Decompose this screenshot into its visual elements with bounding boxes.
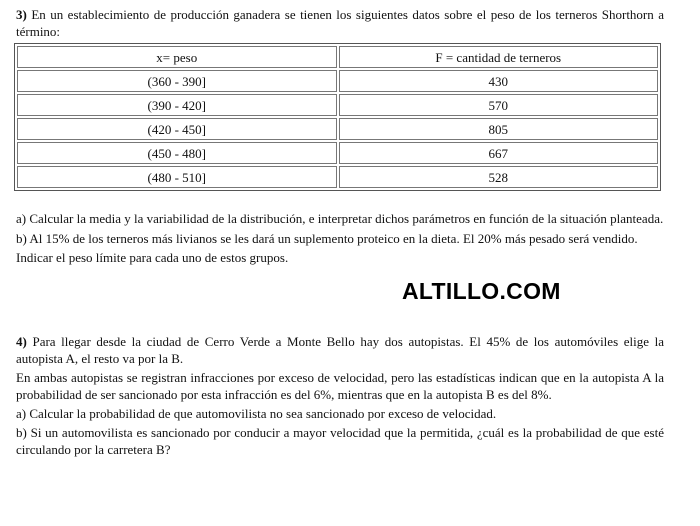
question-4-paragraph-2: En ambas autopistas se registran infracciones por exceso de velocidad, pero las estadísticas indican que en la autopista A la probabilidad de ser sancionado por esta infracción es del 6%, mientras que en la autopista B es del 8%. bbox=[16, 370, 664, 402]
question-3 bbox=[16, 6, 664, 269]
question-3-part-b: b) Al 15% de los terneros más livianos se les dará un suplemento proteico en la dieta. El 20% más pesado será vendido. bbox=[16, 231, 638, 246]
table-row bbox=[17, 94, 658, 116]
weight-interval-cell: (420 - 450] bbox=[17, 118, 337, 140]
table-row bbox=[17, 142, 658, 164]
question-3-part-a: a) Calcular la media y la variabilidad de la distribución, e interpretar dichos parámetros en función de la situación planteada. bbox=[16, 211, 664, 226]
weight-interval-cell: (480 - 510] bbox=[17, 166, 337, 188]
question-3-parts bbox=[16, 210, 664, 266]
weight-interval-cell: (360 - 390] bbox=[17, 70, 337, 92]
table-row bbox=[17, 166, 658, 188]
count-cell: 430 bbox=[339, 70, 659, 92]
table-header-row bbox=[17, 46, 658, 68]
question-4-part-a: a) Calcular la probabilidad de que automovilista no sea sancionado por exceso de velocidad. bbox=[16, 406, 497, 421]
count-cell: 528 bbox=[339, 166, 659, 188]
table-row bbox=[17, 70, 658, 92]
question-4-number: 4) bbox=[16, 334, 27, 349]
column-header-weight: x= peso bbox=[17, 46, 337, 68]
question-3-part-b-continued: Indicar el peso límite para cada uno de estos grupos. bbox=[16, 250, 289, 265]
column-header-count: F = cantidad de terneros bbox=[339, 46, 659, 68]
question-4-part-b: b) Si un automovilista es sancionado por conducir a mayor velocidad que la permitida, ¿cuál es la probabilidad de que esté circulando por la carretera B? bbox=[16, 425, 664, 457]
question-4-intro bbox=[16, 333, 664, 367]
question-3-text: En un establecimiento de producción ganadera se tienen los siguientes datos sobre el peso de los terneros Shorthorn a término: bbox=[16, 7, 664, 39]
question-3-intro bbox=[16, 6, 664, 40]
question-3-number: 3) bbox=[16, 7, 27, 22]
weight-interval-cell: (390 - 420] bbox=[17, 94, 337, 116]
question-4 bbox=[16, 333, 664, 460]
site-watermark: ALTILLO.COM bbox=[402, 278, 561, 304]
count-cell: 570 bbox=[339, 94, 659, 116]
weight-interval-cell: (450 - 480] bbox=[17, 142, 337, 164]
count-cell: 805 bbox=[339, 118, 659, 140]
table-row bbox=[17, 118, 658, 140]
question-4-text: Para llegar desde la ciudad de Cerro Verde a Monte Bello hay dos autopistas. El 45% de los automóviles elige la autopista A, el resto va por la B. bbox=[16, 334, 664, 366]
frequency-table bbox=[14, 43, 661, 191]
count-cell: 667 bbox=[339, 142, 659, 164]
